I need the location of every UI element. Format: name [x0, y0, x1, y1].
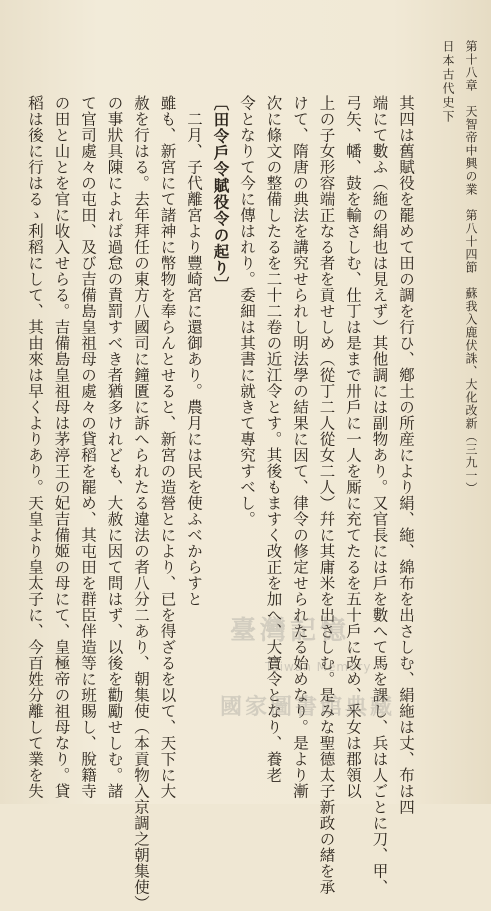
text-line: 稻は後に行はるゝ利稻にして、其由來は早くよりあり。天皇より皇太子に、今百姓分離して業を失 — [26, 95, 44, 799]
watermark-library: 國家圖書館典藏 — [220, 694, 396, 720]
text-line: けて、隋唐の典法を講究せられし明法學の結果に因て、律令の修定せられたる始めなり。是より漸 — [291, 95, 309, 799]
body-text — [26, 95, 419, 911]
text-line: の事狀具陳によれば過怠の責罰すべき者猶多けれども、大赦に因て問はず、以後を勸勵せしむ。諸 — [105, 95, 124, 799]
watermark: 臺灣記憶 — [230, 616, 351, 646]
text-line: 二月、子代離宮より豐崎宮に還御あり。農月には民を使ふべからすと — [185, 110, 203, 607]
text-line: 上の子女形容端正なる者を貢せしめ（從丁二人從女二人）幷に其庸米を出さしむ。是みな聖德太子新政の緖を承 — [317, 95, 336, 895]
watermark-subtitle: Taiwan Memory — [265, 660, 372, 674]
text-line: の田と山とを官に收入せらる。吉備島皇祖母は茅渟王の妃吉備姬の母にて、皇極帝の祖母なり。貸 — [52, 95, 71, 799]
chapter-heading: 第十八章 天智帝中興の業 第八十四節 蘇我入鹿伏誅、大化改新（三九一） — [464, 40, 478, 495]
text-line: 令となりて今に傳はれり。委細は其書に就きて專究すべし。 — [238, 95, 256, 527]
text-line: て官司處々の屯田、及び吉備島皇祖母の處々の貸稻を罷め、其屯田を群臣伴造等に班賜し、脫籍寺 — [79, 95, 97, 799]
text-line: 其四は舊賦役を罷めて田の調を行ひ、鄕土の所産により絹、絁、綿布を出さしむ、絹絁は丈、布は四 — [397, 95, 415, 815]
text-line: 次に條文の整備したるを二十二卷の近江令とす。其後もますく改正を加へ、大寶令となり、養老 — [264, 95, 283, 783]
section-title: 〔田令戶令賦役令の起り〕 — [211, 95, 231, 293]
text-line: 赦を行はる。去年拜任の東方八國司に鐘匱に訴へられたる違法の者八分二あり、朝集使（本貢物入京調之朝集使） — [132, 95, 150, 911]
text-line: 雖も、新宮にて諸神に幣物を奉らんとせると、新宮の造營とにより、已を得ざるを以て、天下に大 — [158, 95, 177, 799]
text-line: 弓矢、幡、鼓を輸さしむ、仕丁は是まで卅戶に一人を厮に充てたるを五十戶に改め、釆女は郡領以 — [344, 95, 362, 799]
text-line: 端にて數ふ（絁の絹也は見えず）其他調には副物あり。又官長には戶を數へて馬を課し、兵は人ごとに刀、甲、 — [370, 95, 389, 895]
running-title: 日本古代史下 — [441, 40, 455, 124]
